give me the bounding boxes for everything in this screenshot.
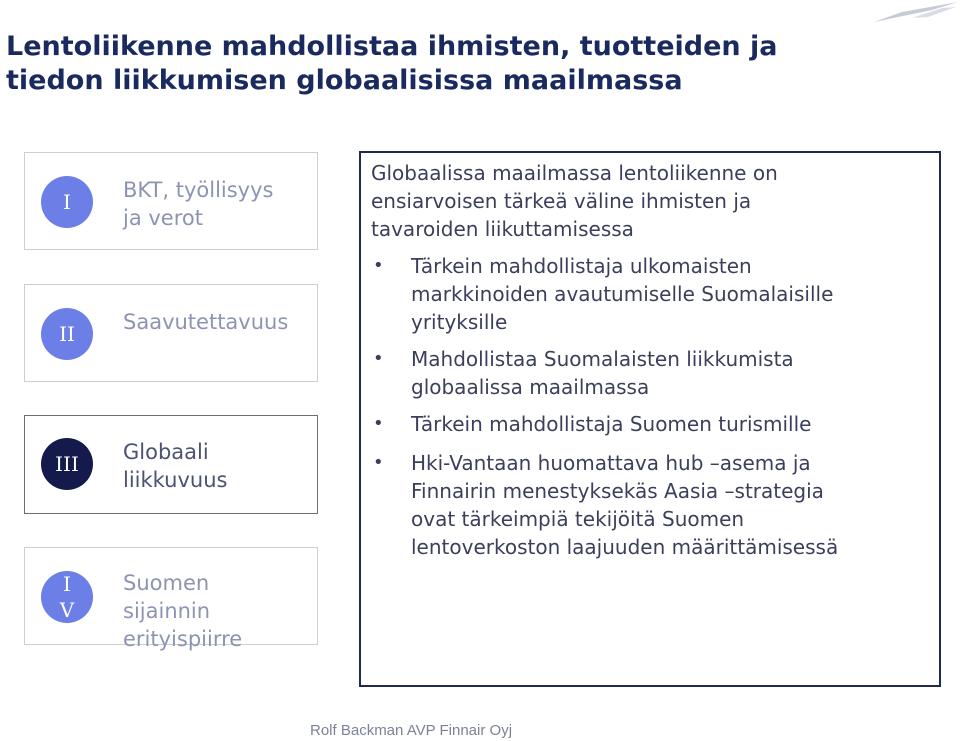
page-title bbox=[6, 30, 866, 98]
section-label-line: liikkuvuus bbox=[123, 468, 228, 492]
bullet-line: markkinoiden avautumiselle Suomalaisille bbox=[411, 282, 834, 306]
bullet-line: Finnairin menestyksekäs Aasia –strategia bbox=[411, 479, 824, 503]
section-numeral: II bbox=[59, 322, 75, 346]
bullet-item bbox=[371, 345, 931, 401]
section-numeral: I bbox=[63, 190, 71, 214]
bullet-line: lentoverkoston laajuuden määrittämisessä bbox=[411, 535, 839, 559]
section-label bbox=[123, 176, 273, 232]
bullet-line: Mahdollistaa Suomalaisten liikkumista bbox=[411, 347, 794, 371]
section-card-4[interactable] bbox=[24, 547, 318, 651]
page-title-line: tiedon liikkumisen globaalisissa maailmassa bbox=[6, 65, 683, 96]
section-numeral-badge bbox=[41, 571, 93, 623]
bullet-line: Hki-Vantaan huomattava hub –asema ja bbox=[411, 451, 811, 475]
section-numeral-badge bbox=[41, 176, 93, 228]
bullet-item bbox=[371, 410, 931, 438]
section-numeral-badge bbox=[41, 438, 93, 490]
footer-text: Rolf Backman AVP Finnair Oyj bbox=[310, 722, 513, 739]
bullet-marker: • bbox=[373, 348, 384, 369]
section-label-line: BKT, työllisyys bbox=[123, 178, 274, 202]
section-label bbox=[123, 438, 227, 494]
bullet-marker: • bbox=[373, 413, 384, 434]
section-numeral: I bbox=[63, 572, 71, 596]
section-label-line: Suomen bbox=[123, 571, 210, 595]
section-numeral-badge bbox=[41, 308, 93, 360]
bullet-line: globaalissa maailmassa bbox=[411, 375, 650, 399]
intro-text bbox=[371, 159, 931, 243]
bullet-line: Tärkein mahdollistaja Suomen turismille bbox=[411, 412, 812, 436]
page-title-line: Lentoliikenne mahdollistaa ihmisten, tuotteiden ja bbox=[6, 31, 778, 62]
section-numeral: III bbox=[55, 452, 79, 476]
section-label bbox=[123, 308, 288, 336]
bullet-marker: • bbox=[373, 255, 384, 276]
section-card-2[interactable] bbox=[24, 284, 318, 382]
section-card-3[interactable] bbox=[24, 415, 318, 514]
bullet-line: yrityksille bbox=[411, 310, 508, 334]
section-label-line: Saavutettavuus bbox=[123, 310, 289, 334]
content-panel bbox=[359, 151, 941, 687]
section-numeral: V bbox=[59, 598, 75, 622]
section-card-1[interactable] bbox=[24, 152, 318, 250]
intro-line: tavaroiden liikuttamisessa bbox=[371, 217, 634, 241]
bullet-item bbox=[371, 252, 931, 336]
finnair-logo bbox=[872, 0, 960, 26]
section-label-line: Globaali bbox=[123, 440, 209, 464]
intro-line: ensiarvoisen tärkeä väline ihmisten ja bbox=[371, 189, 752, 213]
section-label bbox=[123, 569, 242, 653]
section-label-line: ja verot bbox=[123, 206, 203, 230]
intro-line: Globaalissa maailmassa lentoliikenne on bbox=[371, 161, 778, 185]
bullet-marker: • bbox=[373, 452, 384, 473]
bullet-list bbox=[371, 252, 931, 561]
bullet-line: ovat tärkeimpiä tekijöitä Suomen bbox=[411, 507, 745, 531]
section-label-line: erityispiirre bbox=[123, 627, 243, 651]
bullet-item bbox=[371, 449, 931, 561]
bullet-line: Tärkein mahdollistaja ulkomaisten bbox=[411, 254, 752, 278]
section-label-line: sijainnin bbox=[123, 599, 211, 623]
